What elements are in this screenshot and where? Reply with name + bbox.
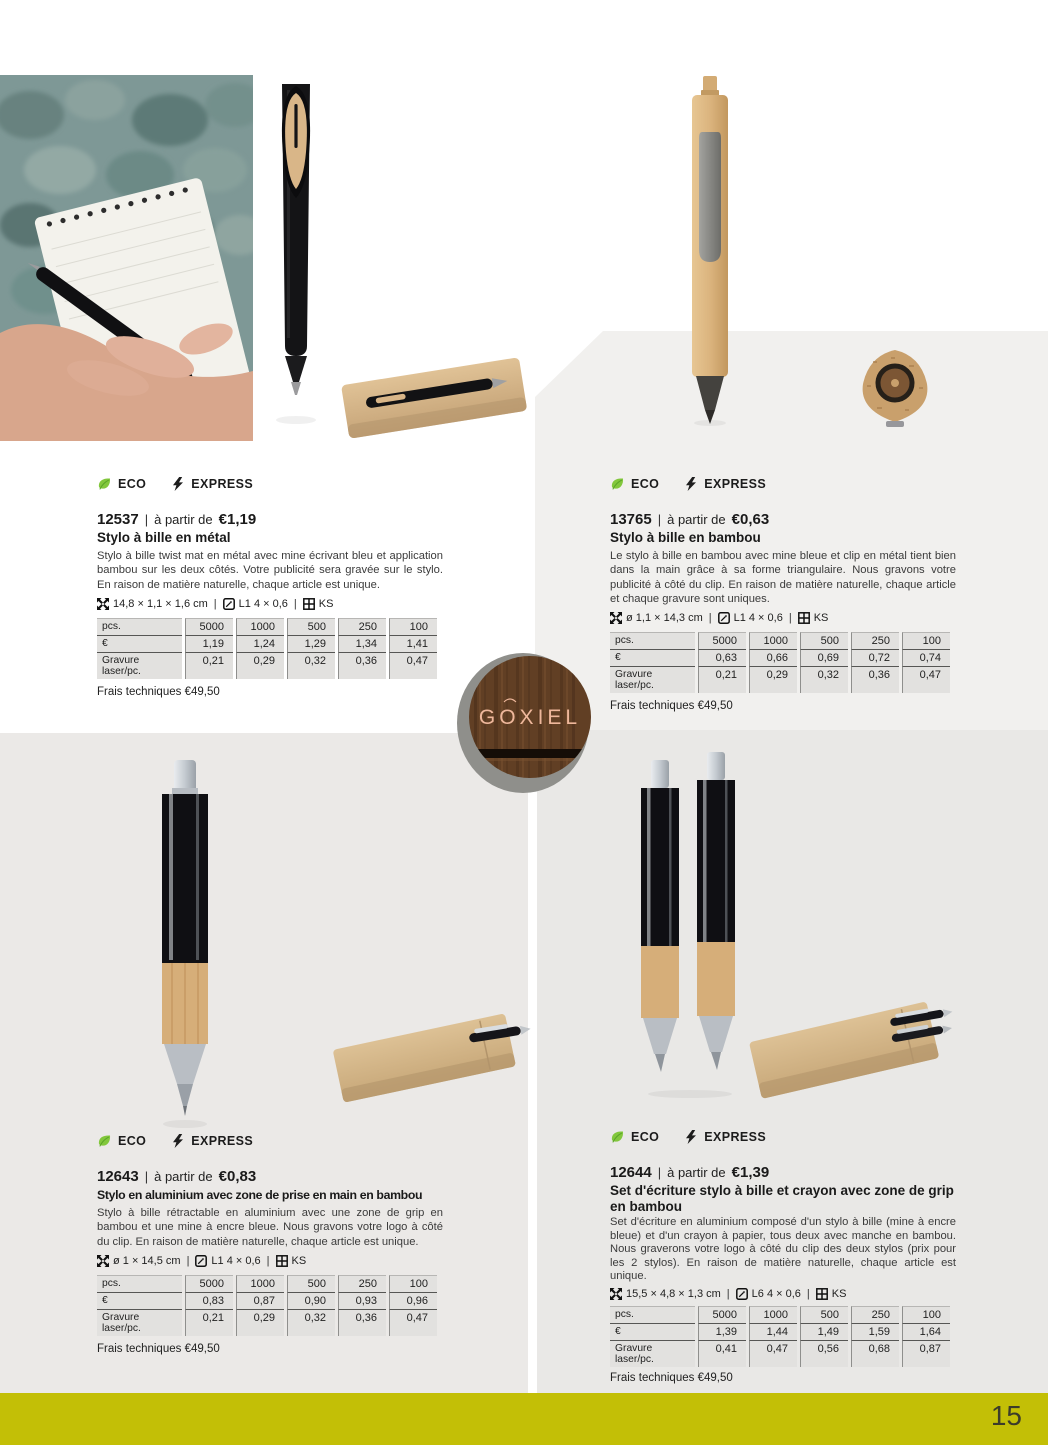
price-cell: 0,63 (698, 650, 746, 667)
header-cell: pcs. (610, 632, 695, 650)
separator: | (144, 1169, 149, 1184)
express-badge (172, 1134, 253, 1148)
price: €1,19 (218, 511, 257, 528)
price-table (607, 1306, 953, 1367)
leaf-icon (97, 1134, 111, 1148)
size-value: 15,5 × 4,8 × 1,3 cm (626, 1287, 721, 1300)
product-photo-cork-disc (853, 345, 937, 429)
lifestyle-photo (0, 75, 253, 441)
header-cell: 1000 (749, 1306, 797, 1324)
price-row (610, 1324, 950, 1341)
product-title: Stylo à bille en bambou (610, 530, 761, 545)
badges (97, 1134, 443, 1148)
product-id: 13765 (610, 511, 652, 528)
price-cell: 0,32 (287, 653, 335, 679)
lightning-icon (685, 477, 697, 491)
header-cell: 100 (902, 632, 950, 650)
express-badge (685, 1130, 766, 1144)
header-cell: 250 (851, 1306, 899, 1324)
price-cell: 0,90 (287, 1293, 335, 1310)
price-cell: 0,87 (902, 1341, 950, 1367)
price-row (97, 636, 437, 653)
price-cell: 0,29 (236, 653, 284, 679)
price-cell: 1,49 (800, 1324, 848, 1341)
laser-icon (718, 612, 730, 624)
lightning-icon (685, 1130, 697, 1144)
product-id-line (97, 511, 443, 528)
header-cell: 5000 (185, 1275, 233, 1293)
price-cell: 1,44 (749, 1324, 797, 1341)
packaging-icon (798, 612, 810, 624)
brand-logo-text: GOXIEL (478, 706, 582, 729)
footer-accent-bar (0, 1393, 1048, 1445)
price-row (97, 1293, 437, 1310)
header-cell: 100 (389, 1275, 437, 1293)
price-cell: 0,47 (749, 1341, 797, 1367)
laser-value: L1 4 × 0,6 (733, 612, 783, 625)
product-id-line (610, 1164, 956, 1181)
price-cell: 0,32 (800, 667, 848, 693)
table-header-row (97, 618, 437, 636)
eco-label: ECO (118, 477, 147, 491)
eco-badge (610, 1130, 659, 1144)
separator: | (708, 612, 712, 625)
fees-value: €49,50 (184, 685, 220, 698)
express-badge (172, 477, 253, 491)
packaging-value: KS (831, 1287, 847, 1300)
product-card (610, 1130, 956, 1384)
price-prefix: à partir de (667, 1165, 726, 1180)
price-cell: 0,69 (800, 650, 848, 667)
product-id: 12537 (97, 511, 139, 528)
spec-line (610, 1288, 956, 1300)
price-cell: 0,36 (851, 667, 899, 693)
header-cell: 1000 (236, 1275, 284, 1293)
row-label: € (610, 1324, 695, 1341)
separator: | (806, 1287, 810, 1300)
dimensions-icon (610, 612, 622, 624)
price-cell: 0,66 (749, 650, 797, 667)
price-table (94, 1275, 440, 1336)
separator: | (657, 512, 662, 527)
price-cell: 1,34 (338, 636, 386, 653)
separator: | (266, 1254, 270, 1267)
separator: | (186, 1254, 190, 1267)
price-cell: 1,19 (185, 636, 233, 653)
size-value: ø 1 × 14,5 cm (113, 1254, 181, 1267)
header-cell: 1000 (749, 632, 797, 650)
fees-label: Frais techniques (610, 1371, 695, 1384)
header-cell: pcs. (610, 1306, 695, 1324)
badges (610, 1130, 956, 1144)
separator: | (144, 512, 149, 527)
price-cell: 0,29 (236, 1310, 284, 1336)
packaging-value: KS (813, 612, 829, 625)
leaf-icon (610, 477, 624, 491)
page-number: 15 (990, 1400, 1022, 1431)
price: €0,83 (218, 1168, 257, 1185)
price-prefix: à partir de (154, 512, 213, 527)
header-cell: 5000 (698, 632, 746, 650)
row-label: € (97, 1293, 182, 1310)
spec-line (97, 598, 443, 610)
header-cell: 250 (338, 618, 386, 636)
separator: | (788, 612, 792, 625)
price-cell: 0,93 (338, 1293, 386, 1310)
fees-value: €49,50 (697, 1371, 733, 1384)
product-photo-bamboo-sleeve (332, 345, 537, 450)
laser-value: L6 4 × 0,6 (751, 1287, 801, 1300)
price-cell: 0,87 (236, 1293, 284, 1310)
product-photo-pen-set (633, 752, 748, 1107)
eco-label: ECO (631, 477, 660, 491)
product-description: Le stylo à bille en bambou avec mine bleue et clip en métal tient bien dans la main grâce à sa forme triangulaire. Nous gravons votre publicité à côté du clip. En raison de matière naturelle, chaque article et chaque gravure sont uniques. (610, 550, 956, 605)
table-header-row (610, 1306, 950, 1324)
price-cell: 0,47 (389, 1310, 437, 1336)
fees-label: Frais techniques (610, 700, 695, 713)
lightning-icon (172, 477, 184, 491)
brand-logo-disc (456, 646, 596, 796)
badges (97, 477, 443, 491)
price-table (607, 632, 953, 693)
header-cell: pcs. (97, 1275, 182, 1293)
table-header-row (97, 1275, 437, 1293)
spec-line (610, 612, 956, 624)
size-value: 14,8 × 1,1 × 1,6 cm (113, 597, 208, 610)
price-cell: 0,21 (185, 1310, 233, 1336)
header-cell: 5000 (185, 618, 233, 636)
product-title: Stylo à bille en métal (97, 530, 231, 545)
engraving-row (97, 1310, 437, 1336)
product-id: 12644 (610, 1164, 652, 1181)
technical-fees (97, 1343, 443, 1355)
price-row (610, 650, 950, 667)
product-card (610, 477, 956, 712)
laser-value: L1 4 × 0,6 (238, 597, 288, 610)
express-badge (685, 477, 766, 491)
header-cell: 1000 (236, 618, 284, 636)
express-label: EXPRESS (704, 477, 767, 491)
price-cell: 0,56 (800, 1341, 848, 1367)
lightning-icon (172, 1134, 184, 1148)
header-cell: 500 (800, 1306, 848, 1324)
eco-badge (610, 477, 659, 491)
header-cell: 250 (851, 632, 899, 650)
header-cell: 500 (287, 1275, 335, 1293)
price-cell: 1,39 (698, 1324, 746, 1341)
separator: | (657, 1165, 662, 1180)
packaging-value: KS (318, 597, 334, 610)
express-label: EXPRESS (191, 1134, 254, 1148)
price-cell: 0,47 (389, 653, 437, 679)
technical-fees (97, 686, 443, 698)
express-label: EXPRESS (704, 1130, 767, 1144)
price-cell: 0,72 (851, 650, 899, 667)
header-cell: 250 (338, 1275, 386, 1293)
packaging-icon (816, 1288, 828, 1300)
price-table (94, 618, 440, 679)
product-title: Stylo en aluminium avec zone de prise en main en bambou (97, 1188, 423, 1202)
size-value: ø 1,1 × 14,3 cm (626, 612, 703, 625)
price-cell: 0,47 (902, 667, 950, 693)
price: €0,63 (731, 511, 770, 528)
price-cell: 0,74 (902, 650, 950, 667)
price-cell: 0,36 (338, 653, 386, 679)
product-id-line (610, 511, 956, 528)
row-label: € (97, 636, 182, 653)
engraving-row (610, 1341, 950, 1367)
packaging-value: KS (291, 1254, 307, 1267)
product-title: Set d'écriture stylo à bille et crayon avec zone de grip en bambou (610, 1183, 954, 1214)
laser-icon (223, 598, 235, 610)
price-prefix: à partir de (667, 512, 726, 527)
header-cell: 100 (902, 1306, 950, 1324)
engraving-row (610, 667, 950, 693)
header-cell: 500 (287, 618, 335, 636)
express-label: EXPRESS (191, 477, 254, 491)
packaging-icon (303, 598, 315, 610)
fees-value: €49,50 (697, 700, 733, 713)
price-cell: 1,29 (287, 636, 335, 653)
price-cell: 0,83 (185, 1293, 233, 1310)
price-cell: 0,29 (749, 667, 797, 693)
row-label: Gravure laser/pc. (97, 653, 182, 679)
eco-badge (97, 1134, 146, 1148)
dimensions-icon (610, 1288, 622, 1300)
product-description: Stylo à bille rétractable en aluminium avec une zone de grip en bambou et une mine à encre bleue. Nous gravons votre logo à côté du clip. En raison de matière naturelle, chaque article est unique. (97, 1207, 443, 1248)
price-cell: 0,96 (389, 1293, 437, 1310)
product-id: 12643 (97, 1168, 139, 1185)
eco-label: ECO (118, 1134, 147, 1148)
laser-icon (195, 1255, 207, 1267)
price-cell: 0,21 (185, 653, 233, 679)
row-label: € (610, 650, 695, 667)
leaf-icon (97, 477, 111, 491)
laser-value: L1 4 × 0,6 (211, 1254, 261, 1267)
price-prefix: à partir de (154, 1169, 213, 1184)
product-photo-metal-pen (248, 72, 343, 437)
header-cell: 100 (389, 618, 437, 636)
product-photo-pouch-single (322, 982, 536, 1130)
price-cell: 1,64 (902, 1324, 950, 1341)
price-cell: 1,59 (851, 1324, 899, 1341)
fees-label: Frais techniques (97, 685, 182, 698)
price-cell: 0,68 (851, 1341, 899, 1367)
technical-fees (610, 700, 956, 712)
dimensions-icon (97, 1255, 109, 1267)
row-label: Gravure laser/pc. (610, 1341, 695, 1367)
header-cell: pcs. (97, 618, 182, 636)
product-description: Stylo à bille twist mat en métal avec mine écrivant bleu et application bambou sur les deux côtés. Votre publicité sera gravée sur le stylo. En raison de matière naturelle, chaque article est unique. (97, 550, 443, 591)
separator: | (293, 597, 297, 610)
product-photo-pouch-double (737, 978, 961, 1120)
table-header-row (610, 632, 950, 650)
spec-line (97, 1255, 443, 1267)
row-label: Gravure laser/pc. (610, 667, 695, 693)
price-cell: 0,36 (338, 1310, 386, 1336)
product-id-line (97, 1168, 443, 1185)
price-cell: 1,41 (389, 636, 437, 653)
price-cell: 0,21 (698, 667, 746, 693)
price-cell: 0,32 (287, 1310, 335, 1336)
product-photo-aluminium-pen (138, 758, 233, 1133)
price: €1,39 (731, 1164, 770, 1181)
price-cell: 0,41 (698, 1341, 746, 1367)
product-photo-bamboo-pen (678, 72, 742, 427)
separator: | (213, 597, 217, 610)
price-cell: 1,24 (236, 636, 284, 653)
product-description: Set d'écriture en aluminium composé d'un stylo à bille (mine à encre bleue) et d'un crayon à papier, tous deux avec manche en bambou. Nous graverons votre logo à côté du clip des deux stylos (prix pour les 2 stylos). En raison de matière naturelle, chaque article est unique. (610, 1216, 956, 1283)
packaging-icon (276, 1255, 288, 1267)
dimensions-icon (97, 598, 109, 610)
product-card (97, 1134, 443, 1355)
engraving-row (97, 653, 437, 679)
laser-icon (736, 1288, 748, 1300)
header-cell: 500 (800, 632, 848, 650)
eco-label: ECO (631, 1130, 660, 1144)
eco-badge (97, 477, 146, 491)
leaf-icon (610, 1130, 624, 1144)
technical-fees (610, 1372, 956, 1384)
fees-label: Frais techniques (97, 1342, 182, 1355)
fees-value: €49,50 (184, 1342, 220, 1355)
header-cell: 5000 (698, 1306, 746, 1324)
badges (610, 477, 956, 491)
product-card (97, 477, 443, 698)
row-label: Gravure laser/pc. (97, 1310, 182, 1336)
separator: | (726, 1287, 730, 1300)
